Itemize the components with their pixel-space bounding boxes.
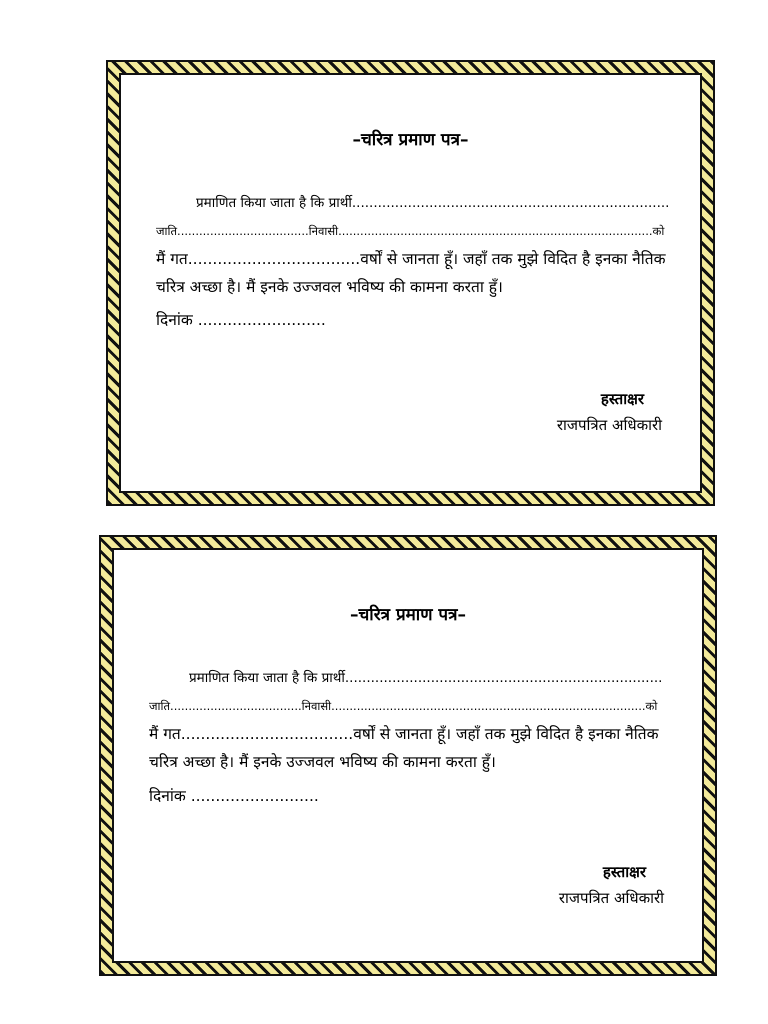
date-field: दिनांक ..........................	[149, 787, 319, 805]
signature-label: हस्ताक्षर	[600, 390, 644, 408]
certificate-line-4: चरित्र अच्छा है। मैं इनके उज्जवल भविष्य की कामना करता हुँ।	[149, 753, 496, 771]
certificate-line-4: चरित्र अच्छा है। मैं इनके उज्जवल भविष्य की कामना करता हुँ।	[156, 278, 503, 296]
certificate-body	[119, 73, 702, 493]
certificate-1	[106, 60, 715, 506]
certificate-line-2: जाति....................................निवासी......................................................................................को	[156, 224, 665, 238]
designation-label: राजपत्रित अधिकारी	[556, 416, 662, 434]
date-field: दिनांक ..........................	[156, 311, 326, 329]
certificate-line-2: जाति....................................निवासी......................................................................................को	[149, 699, 658, 713]
certificate-line-1: प्रमाणित किया जाता है कि प्रार्थी..........................................................................	[189, 670, 663, 686]
certificate-line-3: मैं गत...................................वर्षों से जानता हूँ। जहाँ तक मुझे विदित है इनका नैतिक	[149, 725, 659, 743]
certificate-line-3: मैं गत...................................वर्षों से जानता हूँ। जहाँ तक मुझे विदित है इनका नैतिक	[156, 250, 666, 268]
signature-label: हस्ताक्षर	[602, 863, 646, 881]
certificate-body	[112, 548, 704, 963]
certificate-title: –चरित्र प्रमाण पत्र–	[350, 605, 466, 625]
signature-block	[557, 389, 662, 435]
certificate-2	[99, 535, 717, 976]
certificate-line-1: प्रमाणित किया जाता है कि प्रार्थी..........................................................................	[196, 195, 670, 211]
signature-block	[559, 862, 664, 908]
certificate-title: –चरित्र प्रमाण पत्र–	[352, 130, 469, 150]
designation-label: राजपत्रित अधिकारी	[558, 889, 664, 907]
